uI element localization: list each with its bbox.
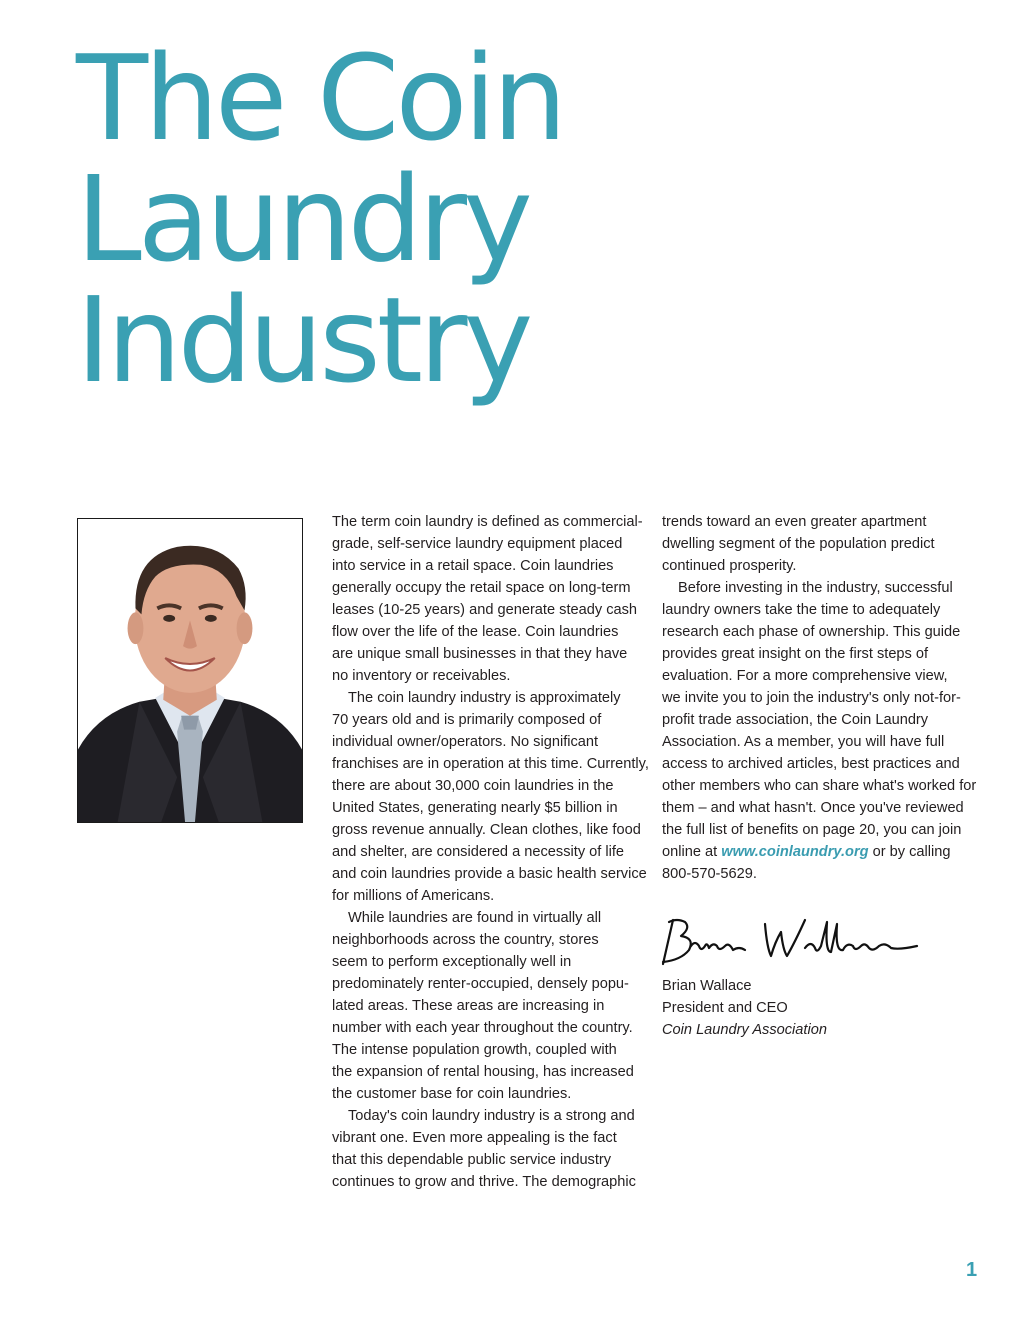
text-line: United States, generating nearly $5 billion in [332, 800, 618, 816]
handwritten-signature [655, 912, 920, 972]
text-line: flow over the life of the lease. Coin laundries [332, 624, 619, 640]
signer-role: President and CEO [662, 1000, 788, 1016]
text-line: The coin laundry industry is approximately [348, 690, 621, 706]
article-column-right [662, 511, 977, 885]
text-line: into service in a retail space. Coin laundries [332, 558, 614, 574]
text-line: trends toward an even greater apartment [662, 514, 927, 530]
text-line: Today's coin laundry industry is a strong and [348, 1108, 635, 1124]
text-line: The intense population growth, coupled with [332, 1042, 617, 1058]
text-line: profit trade association, the Coin Laundry [662, 712, 929, 728]
text-line: continues to grow and thrive. The demographic [332, 1174, 636, 1190]
text-line: predominately renter-occupied, densely popu- [332, 976, 629, 992]
text-line: 70 years old and is primarily composed of [332, 712, 602, 728]
text-line: evaluation. For a more comprehensive view, [662, 668, 948, 684]
text-line: lated areas. These areas are increasing in [332, 998, 605, 1014]
text-line: grade, self-service laundry equipment placed [332, 536, 623, 552]
text-line: no inventory or receivables. [332, 668, 511, 684]
text-line: other members who can share what's worked for [662, 778, 977, 794]
paragraph-6 [662, 577, 977, 885]
text-line: we invite you to join the industry's only not-for- [662, 690, 961, 706]
text-line: Association. As a member, you will have full [662, 734, 945, 750]
phone-number: 800-570-5629. [662, 866, 757, 882]
text-line: the expansion of rental housing, has increased [332, 1064, 634, 1080]
text-line: neighborhoods across the country, stores [332, 932, 599, 948]
title-line-3: Industry [76, 271, 530, 409]
text-line: leases (10-25 years) and generate steady cash [332, 602, 638, 618]
text-line: for millions of Americans. [332, 888, 495, 904]
text-line: seem to perform exceptionally well in [332, 954, 572, 970]
paragraph-1 [332, 511, 643, 687]
text-line: them – and what hasn't. Once you've reviewed [662, 800, 964, 816]
text-line: provides great insight on the first steps of [662, 646, 929, 662]
text-line: there are about 30,000 coin laundries in the [332, 778, 614, 794]
text-line: and coin laundries provide a basic health service [332, 866, 647, 882]
text-line: continued prosperity. [662, 558, 797, 574]
text-line: laundry owners take the time to adequately [662, 602, 941, 618]
text-line: generally occupy the retail space on long-term [332, 580, 631, 596]
text-line: the full list of benefits on page 20, you can join [662, 822, 962, 838]
text-line: and shelter, are considered a necessity of life [332, 844, 625, 860]
text-line: gross revenue annually. Clean clothes, like food [332, 822, 641, 838]
signer-organization: Coin Laundry Association [662, 1022, 827, 1038]
paragraph-4 [332, 1105, 637, 1193]
text-line: access to archived articles, best practices and [662, 756, 960, 772]
text-line: that this dependable public service industry [332, 1152, 612, 1168]
text-line: vibrant one. Even more appealing is the fact [332, 1130, 617, 1146]
author-portrait-photo [77, 518, 303, 823]
text-fragment: online at [662, 844, 722, 860]
title-line-2: Laundry [76, 150, 529, 288]
text-line: dwelling segment of the population predict [662, 536, 935, 552]
paragraph-3 [332, 907, 637, 1105]
text-line: are unique small businesses in that they have [332, 646, 628, 662]
text-line: the customer base for coin laundries. [332, 1086, 572, 1102]
signature-block [662, 975, 827, 1041]
title-line-1: The Coin [76, 29, 564, 167]
text-fragment: or by calling [868, 844, 951, 860]
website-link[interactable]: www.coinlaundry.org [721, 844, 869, 860]
signer-name: Brian Wallace [662, 978, 752, 994]
text-line: Before investing in the industry, successful [678, 580, 953, 596]
text-line: number with each year throughout the country. [332, 1020, 633, 1036]
paragraph-2 [332, 687, 649, 907]
text-line: individual owner/operators. No significant [332, 734, 599, 750]
text-line: The term coin laundry is defined as commercial- [332, 514, 643, 530]
portrait-illustration [78, 519, 302, 822]
page-number: 1 [966, 1259, 978, 1281]
text-line [662, 841, 972, 863]
article-column-left [332, 511, 649, 1193]
text-line: research each phase of ownership. This guide [662, 624, 961, 640]
text-line: While laundries are found in virtually all [348, 910, 602, 926]
page-title [76, 29, 696, 409]
text-line: franchises are in operation at this time. Currently, [332, 756, 649, 772]
paragraph-5 [662, 511, 972, 577]
